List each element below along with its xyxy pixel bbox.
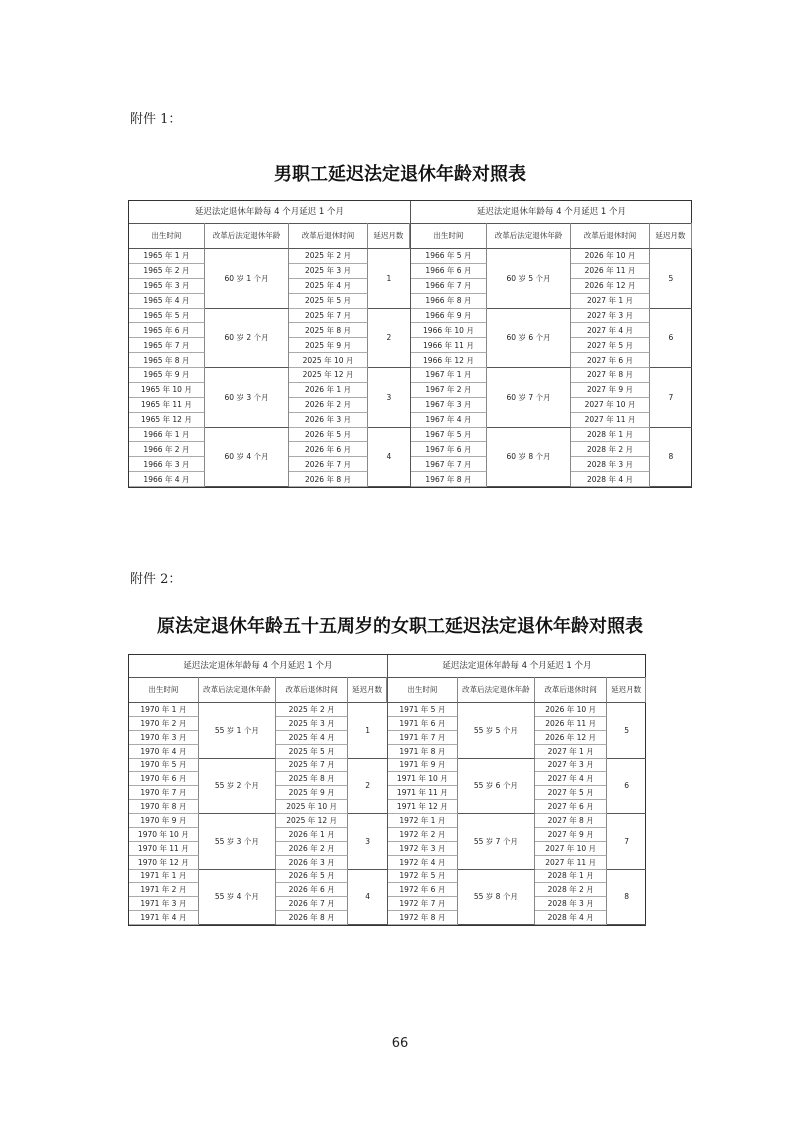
retire-date-cell: 2025 年 9 月 bbox=[276, 786, 348, 800]
delay-months-cell: 8 bbox=[650, 428, 692, 488]
retire-date-cell: 2027 年 8 月 bbox=[571, 368, 650, 383]
retire-date-cell: 2027 年 3 月 bbox=[535, 759, 607, 773]
birth-date-cell: 1967 年 7 月 bbox=[411, 457, 487, 472]
retire-date-cell: 2026 年 6 月 bbox=[276, 883, 348, 897]
retire-date-cell: 2026 年 12 月 bbox=[535, 731, 607, 745]
birth-date-cell: 1967 年 2 月 bbox=[411, 383, 487, 398]
retire-age-cell: 60 岁 3 个月 bbox=[205, 368, 289, 428]
retire-date-cell: 2026 年 12 月 bbox=[571, 279, 650, 294]
retire-date-cell: 2026 年 8 月 bbox=[289, 472, 368, 487]
birth-date-cell: 1971 年 6 月 bbox=[388, 717, 458, 731]
birth-date-cell: 1970 年 12 月 bbox=[129, 856, 199, 870]
birth-date-cell: 1966 年 6 月 bbox=[411, 264, 487, 279]
birth-date-cell: 1971 年 4 月 bbox=[129, 911, 199, 925]
table-half-right bbox=[387, 655, 646, 925]
retire-date-cell: 2027 年 6 月 bbox=[571, 353, 650, 368]
retire-date-cell: 2027 年 8 月 bbox=[535, 814, 607, 828]
retire-date-cell: 2028 年 2 月 bbox=[535, 883, 607, 897]
attachment-2-label: 附件 2： bbox=[130, 572, 182, 587]
birth-date-cell: 1970 年 6 月 bbox=[129, 772, 199, 786]
delay-months-cell: 6 bbox=[650, 309, 692, 369]
table-1-title: 男职工延迟法定退休年龄对照表 bbox=[274, 164, 526, 185]
birth-date-cell: 1970 年 2 月 bbox=[129, 717, 199, 731]
page-number: 66 bbox=[391, 1036, 409, 1051]
birth-date-cell: 1965 年 1 月 bbox=[129, 249, 205, 264]
birth-date-cell: 1970 年 1 月 bbox=[129, 703, 199, 717]
birth-date-cell: 1965 年 7 月 bbox=[129, 338, 205, 353]
retire-date-cell: 2026 年 3 月 bbox=[276, 856, 348, 870]
retire-date-cell: 2025 年 5 月 bbox=[289, 294, 368, 309]
retire-date-cell: 2026 年 7 月 bbox=[276, 897, 348, 911]
delay-months-cell: 4 bbox=[368, 428, 410, 488]
retire-date-cell: 2027 年 4 月 bbox=[535, 772, 607, 786]
delay-months-cell: 6 bbox=[607, 759, 646, 815]
birth-date-cell: 1965 年 8 月 bbox=[129, 353, 205, 368]
retire-age-cell: 60 岁 4 个月 bbox=[205, 428, 289, 488]
retire-date-cell: 2027 年 9 月 bbox=[535, 828, 607, 842]
retire-age-cell: 55 岁 2 个月 bbox=[199, 759, 276, 815]
birth-date-cell: 1965 年 6 月 bbox=[129, 323, 205, 338]
delay-months-cell: 7 bbox=[650, 368, 692, 428]
retire-age-cell: 55 岁 6 个月 bbox=[458, 759, 535, 815]
retire-age-cell: 60 岁 7 个月 bbox=[487, 368, 571, 428]
birth-date-cell: 1972 年 2 月 bbox=[388, 828, 458, 842]
group-header: 延迟法定退休年龄每 4 个月延迟 1 个月 bbox=[129, 201, 410, 224]
column-header: 出生时间 bbox=[411, 223, 487, 249]
birth-date-cell: 1971 年 5 月 bbox=[388, 703, 458, 717]
retire-age-cell: 60 岁 5 个月 bbox=[487, 249, 571, 309]
retire-date-cell: 2028 年 3 月 bbox=[535, 897, 607, 911]
retire-date-cell: 2028 年 4 月 bbox=[571, 472, 650, 487]
retire-date-cell: 2025 年 3 月 bbox=[289, 264, 368, 279]
birth-date-cell: 1971 年 8 月 bbox=[388, 745, 458, 759]
retire-date-cell: 2027 年 5 月 bbox=[535, 786, 607, 800]
retire-date-cell: 2028 年 2 月 bbox=[571, 442, 650, 457]
table-half-left bbox=[129, 655, 388, 925]
column-header: 出生时间 bbox=[129, 223, 205, 249]
birth-date-cell: 1966 年 11 月 bbox=[411, 338, 487, 353]
retire-date-cell: 2027 年 10 月 bbox=[571, 398, 650, 413]
column-header: 出生时间 bbox=[388, 677, 458, 703]
birth-date-cell: 1965 年 2 月 bbox=[129, 264, 205, 279]
retire-age-cell: 60 岁 2 个月 bbox=[205, 309, 289, 369]
column-header: 改革后退休时间 bbox=[276, 677, 348, 703]
birth-date-cell: 1965 年 4 月 bbox=[129, 294, 205, 309]
column-header: 延迟月数 bbox=[650, 223, 692, 249]
birth-date-cell: 1965 年 10 月 bbox=[129, 383, 205, 398]
retire-age-cell: 55 岁 3 个月 bbox=[199, 814, 276, 870]
female-retirement-table bbox=[128, 654, 646, 926]
retire-date-cell: 2027 年 10 月 bbox=[535, 842, 607, 856]
retire-date-cell: 2027 年 11 月 bbox=[535, 856, 607, 870]
column-header: 改革后退休时间 bbox=[571, 223, 650, 249]
retire-date-cell: 2028 年 1 月 bbox=[571, 428, 650, 443]
birth-date-cell: 1966 年 12 月 bbox=[411, 353, 487, 368]
group-header: 延迟法定退休年龄每 4 个月延迟 1 个月 bbox=[129, 655, 387, 678]
retire-date-cell: 2026 年 7 月 bbox=[289, 457, 368, 472]
retire-date-cell: 2025 年 8 月 bbox=[276, 772, 348, 786]
group-header: 延迟法定退休年龄每 4 个月延迟 1 个月 bbox=[411, 201, 692, 224]
table-half-left bbox=[129, 201, 411, 487]
retire-date-cell: 2025 年 12 月 bbox=[289, 368, 368, 383]
birth-date-cell: 1971 年 12 月 bbox=[388, 800, 458, 814]
birth-date-cell: 1972 年 6 月 bbox=[388, 883, 458, 897]
column-header: 改革后法定退休年龄 bbox=[487, 223, 571, 249]
birth-date-cell: 1967 年 5 月 bbox=[411, 428, 487, 443]
birth-date-cell: 1972 年 1 月 bbox=[388, 814, 458, 828]
delay-months-cell: 2 bbox=[368, 309, 410, 369]
retire-date-cell: 2025 年 4 月 bbox=[289, 279, 368, 294]
retire-date-cell: 2027 年 11 月 bbox=[571, 413, 650, 428]
delay-months-cell: 3 bbox=[348, 814, 387, 870]
retire-date-cell: 2025 年 8 月 bbox=[289, 323, 368, 338]
birth-date-cell: 1972 年 3 月 bbox=[388, 842, 458, 856]
retire-age-cell: 55 岁 4 个月 bbox=[199, 870, 276, 926]
birth-date-cell: 1972 年 5 月 bbox=[388, 870, 458, 884]
attachment-1-label: 附件 1： bbox=[130, 112, 182, 127]
retire-date-cell: 2025 年 5 月 bbox=[276, 745, 348, 759]
retire-date-cell: 2027 年 4 月 bbox=[571, 323, 650, 338]
birth-date-cell: 1971 年 9 月 bbox=[388, 759, 458, 773]
retire-date-cell: 2026 年 11 月 bbox=[571, 264, 650, 279]
retire-date-cell: 2025 年 12 月 bbox=[276, 814, 348, 828]
retire-date-cell: 2027 年 9 月 bbox=[571, 383, 650, 398]
column-header: 延迟月数 bbox=[607, 677, 646, 703]
retire-date-cell: 2026 年 10 月 bbox=[571, 249, 650, 264]
birth-date-cell: 1970 年 5 月 bbox=[129, 759, 199, 773]
retire-date-cell: 2028 年 3 月 bbox=[571, 457, 650, 472]
delay-months-cell: 2 bbox=[348, 759, 387, 815]
birth-date-cell: 1970 年 4 月 bbox=[129, 745, 199, 759]
retire-date-cell: 2026 年 2 月 bbox=[289, 398, 368, 413]
retire-date-cell: 2028 年 4 月 bbox=[535, 911, 607, 925]
birth-date-cell: 1966 年 2 月 bbox=[129, 442, 205, 457]
retire-age-cell: 55 岁 7 个月 bbox=[458, 814, 535, 870]
retire-age-cell: 60 岁 6 个月 bbox=[487, 309, 571, 369]
retire-age-cell: 60 岁 8 个月 bbox=[487, 428, 571, 488]
delay-months-cell: 5 bbox=[607, 703, 646, 759]
retire-date-cell: 2026 年 5 月 bbox=[276, 870, 348, 884]
birth-date-cell: 1966 年 10 月 bbox=[411, 323, 487, 338]
retire-date-cell: 2026 年 1 月 bbox=[276, 828, 348, 842]
birth-date-cell: 1966 年 9 月 bbox=[411, 309, 487, 324]
birth-date-cell: 1967 年 1 月 bbox=[411, 368, 487, 383]
birth-date-cell: 1971 年 2 月 bbox=[129, 883, 199, 897]
retire-date-cell: 2025 年 7 月 bbox=[289, 309, 368, 324]
retire-date-cell: 2026 年 6 月 bbox=[289, 442, 368, 457]
birth-date-cell: 1971 年 11 月 bbox=[388, 786, 458, 800]
retire-date-cell: 2026 年 8 月 bbox=[276, 911, 348, 925]
birth-date-cell: 1970 年 7 月 bbox=[129, 786, 199, 800]
birth-date-cell: 1970 年 10 月 bbox=[129, 828, 199, 842]
birth-date-cell: 1967 年 4 月 bbox=[411, 413, 487, 428]
retire-date-cell: 2027 年 1 月 bbox=[535, 745, 607, 759]
retire-date-cell: 2027 年 6 月 bbox=[535, 800, 607, 814]
birth-date-cell: 1966 年 7 月 bbox=[411, 279, 487, 294]
retire-age-cell: 55 岁 1 个月 bbox=[199, 703, 276, 759]
birth-date-cell: 1965 年 11 月 bbox=[129, 398, 205, 413]
group-header: 延迟法定退休年龄每 4 个月延迟 1 个月 bbox=[388, 655, 646, 678]
birth-date-cell: 1966 年 4 月 bbox=[129, 472, 205, 487]
birth-date-cell: 1972 年 7 月 bbox=[388, 897, 458, 911]
delay-months-cell: 1 bbox=[348, 703, 387, 759]
retire-date-cell: 2026 年 1 月 bbox=[289, 383, 368, 398]
column-header: 改革后退休时间 bbox=[535, 677, 607, 703]
birth-date-cell: 1965 年 5 月 bbox=[129, 309, 205, 324]
retire-date-cell: 2025 年 10 月 bbox=[289, 353, 368, 368]
column-header: 改革后法定退休年龄 bbox=[458, 677, 535, 703]
retire-date-cell: 2025 年 3 月 bbox=[276, 717, 348, 731]
retire-date-cell: 2025 年 7 月 bbox=[276, 759, 348, 773]
delay-months-cell: 1 bbox=[368, 249, 410, 309]
retire-date-cell: 2027 年 5 月 bbox=[571, 338, 650, 353]
birth-date-cell: 1971 年 3 月 bbox=[129, 897, 199, 911]
birth-date-cell: 1966 年 8 月 bbox=[411, 294, 487, 309]
retire-date-cell: 2027 年 3 月 bbox=[571, 309, 650, 324]
birth-date-cell: 1966 年 3 月 bbox=[129, 457, 205, 472]
retire-age-cell: 55 岁 8 个月 bbox=[458, 870, 535, 926]
birth-date-cell: 1971 年 10 月 bbox=[388, 772, 458, 786]
birth-date-cell: 1966 年 5 月 bbox=[411, 249, 487, 264]
birth-date-cell: 1966 年 1 月 bbox=[129, 428, 205, 443]
birth-date-cell: 1965 年 9 月 bbox=[129, 368, 205, 383]
birth-date-cell: 1967 年 6 月 bbox=[411, 442, 487, 457]
column-header: 延迟月数 bbox=[348, 677, 387, 703]
retire-date-cell: 2027 年 1 月 bbox=[571, 294, 650, 309]
retire-date-cell: 2026 年 5 月 bbox=[289, 428, 368, 443]
birth-date-cell: 1967 年 3 月 bbox=[411, 398, 487, 413]
birth-date-cell: 1970 年 11 月 bbox=[129, 842, 199, 856]
retire-date-cell: 2025 年 9 月 bbox=[289, 338, 368, 353]
retire-age-cell: 55 岁 5 个月 bbox=[458, 703, 535, 759]
table-2-title: 原法定退休年龄五十五周岁的女职工延迟法定退休年龄对照表 bbox=[157, 616, 643, 637]
birth-date-cell: 1971 年 7 月 bbox=[388, 731, 458, 745]
delay-months-cell: 5 bbox=[650, 249, 692, 309]
male-retirement-table bbox=[128, 200, 692, 488]
birth-date-cell: 1971 年 1 月 bbox=[129, 870, 199, 884]
retire-date-cell: 2026 年 2 月 bbox=[276, 842, 348, 856]
column-header: 改革后法定退休年龄 bbox=[205, 223, 289, 249]
birth-date-cell: 1965 年 12 月 bbox=[129, 413, 205, 428]
birth-date-cell: 1972 年 8 月 bbox=[388, 911, 458, 925]
column-header: 延迟月数 bbox=[368, 223, 410, 249]
delay-months-cell: 4 bbox=[348, 870, 387, 926]
retire-date-cell: 2026 年 3 月 bbox=[289, 413, 368, 428]
retire-date-cell: 2026 年 10 月 bbox=[535, 703, 607, 717]
retire-date-cell: 2025 年 4 月 bbox=[276, 731, 348, 745]
delay-months-cell: 7 bbox=[607, 814, 646, 870]
column-header: 出生时间 bbox=[129, 677, 199, 703]
birth-date-cell: 1970 年 8 月 bbox=[129, 800, 199, 814]
retire-date-cell: 2025 年 2 月 bbox=[276, 703, 348, 717]
delay-months-cell: 3 bbox=[368, 368, 410, 428]
retire-date-cell: 2025 年 10 月 bbox=[276, 800, 348, 814]
retire-age-cell: 60 岁 1 个月 bbox=[205, 249, 289, 309]
birth-date-cell: 1965 年 3 月 bbox=[129, 279, 205, 294]
column-header: 改革后法定退休年龄 bbox=[199, 677, 276, 703]
column-header: 改革后退休时间 bbox=[289, 223, 368, 249]
retire-date-cell: 2028 年 1 月 bbox=[535, 870, 607, 884]
retire-date-cell: 2026 年 11 月 bbox=[535, 717, 607, 731]
delay-months-cell: 8 bbox=[607, 870, 646, 926]
table-half-right bbox=[410, 201, 692, 487]
birth-date-cell: 1972 年 4 月 bbox=[388, 856, 458, 870]
birth-date-cell: 1970 年 3 月 bbox=[129, 731, 199, 745]
birth-date-cell: 1970 年 9 月 bbox=[129, 814, 199, 828]
birth-date-cell: 1967 年 8 月 bbox=[411, 472, 487, 487]
retire-date-cell: 2025 年 2 月 bbox=[289, 249, 368, 264]
